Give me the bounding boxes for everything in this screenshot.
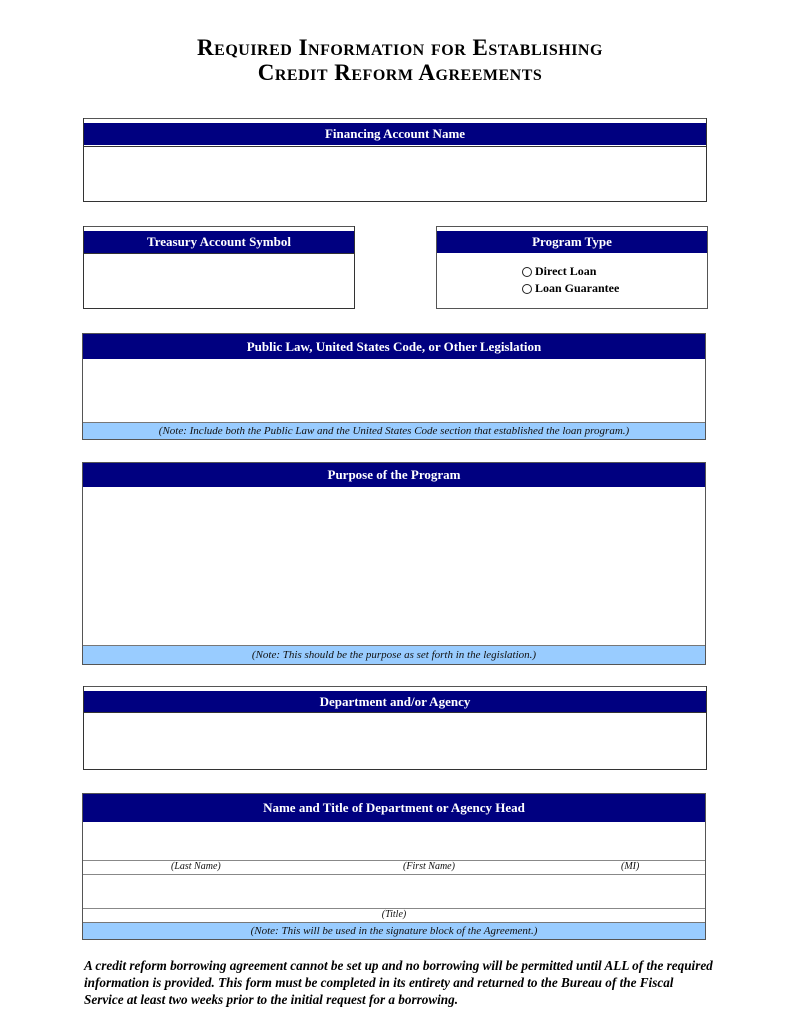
treasury-symbol-header: Treasury Account Symbol — [84, 227, 354, 253]
program-type-header: Program Type — [437, 227, 707, 253]
radio-label: Direct Loan — [535, 264, 597, 278]
radio-loan-guarantee[interactable] — [522, 281, 619, 296]
first-name-label: (First Name) — [403, 861, 455, 872]
radio-circle-icon[interactable] — [522, 267, 532, 277]
radio-label: Loan Guarantee — [535, 281, 620, 295]
department-header: Department and/or Agency — [84, 687, 706, 713]
agency-head-note: (Note: This will be used in the signature block of the Agreement.) — [83, 922, 705, 939]
legislation-section — [82, 333, 706, 440]
agency-head-section — [82, 793, 706, 940]
agency-head-name-input[interactable] — [83, 822, 705, 860]
department-input[interactable] — [84, 712, 706, 769]
purpose-input[interactable] — [83, 487, 705, 645]
department-section — [83, 686, 707, 770]
legislation-input[interactable] — [83, 359, 705, 422]
footer-notice: A credit reform borrowing agreement cannot be set up and no borrowing will be permitted until ALL of the required information is provided. This form must be completed in its entirety and returned to the Bureau of the Fiscal Service at least two weeks prior to the initial request for a borrowing. — [84, 958, 713, 1007]
purpose-note: (Note: This should be the purpose as set forth in the legislation.) — [83, 645, 705, 664]
radio-circle-icon[interactable] — [522, 284, 532, 294]
legislation-header: Public Law, United States Code, or Other Legislation — [83, 334, 705, 359]
agency-head-title-input[interactable] — [83, 875, 705, 908]
title-label: (Title) — [381, 909, 407, 920]
last-name-label: (Last Name) — [171, 861, 221, 872]
treasury-symbol-section — [83, 226, 355, 309]
agency-head-header: Name and Title of Department or Agency Head — [83, 794, 705, 822]
mi-label: (MI) — [621, 861, 640, 872]
title-line-2: Credit Reform Agreements — [257, 60, 543, 85]
treasury-symbol-input[interactable] — [84, 253, 354, 308]
financing-account-header: Financing Account Name — [84, 119, 706, 145]
financing-account-section — [83, 118, 707, 202]
purpose-section — [82, 462, 706, 665]
radio-direct-loan[interactable] — [522, 264, 596, 279]
program-type-section — [436, 226, 708, 309]
financing-account-input[interactable] — [84, 146, 706, 201]
legislation-note: (Note: Include both the Public Law and the United States Code section that established the loan program.) — [83, 422, 705, 439]
purpose-header: Purpose of the Program — [83, 463, 705, 487]
title-line-1: Required Information for Establishing — [197, 35, 603, 60]
